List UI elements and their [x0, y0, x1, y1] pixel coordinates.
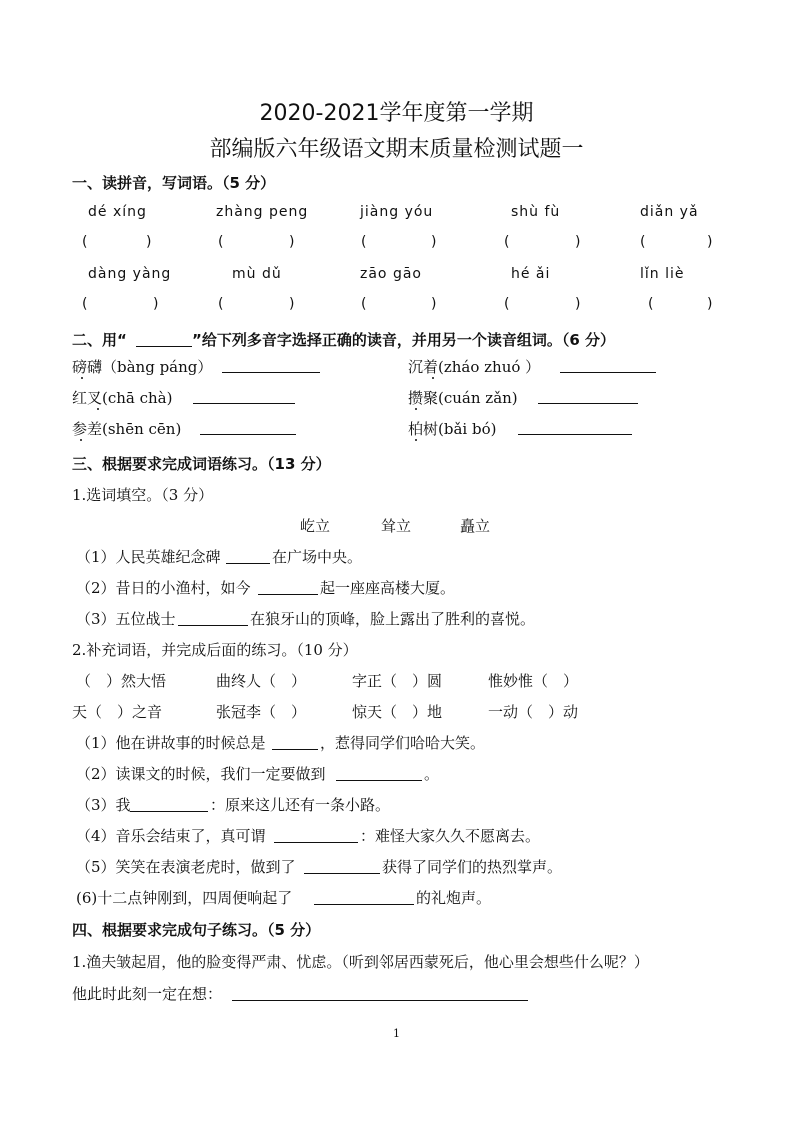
- usage-sentence-3b: ：原来这儿还有一条小路。: [210, 796, 391, 814]
- answer-box-10-close: ): [707, 296, 713, 312]
- polyphone-item-4: 攒聚(cuán zǎn): [408, 389, 518, 407]
- answer-line-6: [518, 434, 632, 435]
- usage-blank-2: [336, 780, 422, 781]
- emphasis-dot: [432, 377, 434, 379]
- usage-blank-6: [314, 904, 414, 905]
- usage-sentence-2b: 。: [424, 765, 440, 783]
- usage-sentence-1a: （1）他在讲故事的时候总是: [76, 734, 266, 752]
- emphasis-dot: [81, 377, 83, 379]
- usage-sentence-4b: ：难怪大家久久不愿离去。: [360, 827, 541, 845]
- answer-line-1: [222, 372, 320, 373]
- exam-title-line2: 部编版六年级语文期末质量检测试题一: [209, 137, 584, 162]
- answer-box-4-close: ): [575, 234, 581, 250]
- fill-sentence-2b: 起一座座高楼大厦。: [320, 579, 456, 597]
- page-number: 1: [393, 1027, 400, 1040]
- answer-box-7-open: (: [218, 296, 224, 312]
- polyphone-item-2: 沉着(zháo zhuó ）: [408, 358, 541, 376]
- polyphone-item-5: 参差(shēn cēn): [72, 420, 182, 438]
- section2-title-a: 二、用“: [72, 331, 127, 349]
- idiom-7: 惊天（ ）地: [352, 703, 443, 721]
- usage-sentence-5a: （5）笑笑在表演老虎时，做到了: [76, 858, 296, 876]
- polyphone-item-1: 磅礴（bàng páng）: [72, 358, 213, 376]
- pinyin-10: lǐn liè: [640, 266, 685, 282]
- answer-line-2: [560, 372, 656, 373]
- emphasis-dot: [80, 439, 82, 441]
- idiom-8: 一动（ ）动: [488, 703, 579, 721]
- fill-sentence-1a: （1）人民英雄纪念碑: [76, 548, 221, 566]
- answer-box-6-open: (: [82, 296, 88, 312]
- emphasis-dot: [97, 408, 99, 410]
- pinyin-1: dé xíng: [88, 204, 147, 220]
- answer-box-3-open: (: [361, 234, 367, 250]
- polyphone-item-3: 红叉(chā chà): [72, 389, 173, 407]
- answer-box-8-open: (: [361, 296, 367, 312]
- pinyin-4: shù fù: [511, 204, 561, 220]
- usage-blank-4: [274, 842, 358, 843]
- fill-blank-1: [226, 563, 270, 564]
- idiom-5: 天（ ）之音: [72, 703, 163, 721]
- answer-box-9-close: ): [575, 296, 581, 312]
- idiom-6: 张冠李（ ）: [216, 703, 307, 721]
- idiom-3: 字正（ ）圆: [352, 672, 443, 690]
- emphasis-dot: [415, 439, 417, 441]
- answer-line-5: [200, 434, 296, 435]
- pinyin-3: jiàng yóu: [360, 204, 434, 220]
- fill-blank-3: [178, 625, 248, 626]
- answer-box-1-open: (: [82, 234, 88, 250]
- pinyin-9: hé ǎi: [511, 266, 551, 282]
- usage-blank-1: [272, 749, 318, 750]
- answer-box-2-open: (: [218, 234, 224, 250]
- emphasis-dot: [415, 408, 417, 410]
- fill-blank-2: [258, 594, 318, 595]
- usage-sentence-6b: 的礼炮声。: [416, 889, 492, 907]
- word-choice-1: 屹立: [300, 517, 331, 535]
- fill-sentence-3a: （3）五位战士: [76, 610, 176, 628]
- usage-sentence-6a: (6)十二点钟刚到，四周便响起了: [76, 889, 293, 907]
- answer-box-10-open: (: [648, 296, 654, 312]
- section3-title: 三、根据要求完成词语练习。（13 分）: [72, 455, 331, 473]
- answer-box-9-open: (: [504, 296, 510, 312]
- fill-sentence-1b: 在广场中央。: [272, 548, 363, 566]
- usage-sentence-5b: 获得了同学们的热烈掌声。: [382, 858, 563, 876]
- usage-blank-3: [130, 811, 208, 812]
- q2-title: 2.补充词语，并完成后面的练习。（10 分）: [72, 641, 358, 659]
- usage-sentence-3a: （3）我: [76, 796, 131, 814]
- answer-box-6-close: ): [153, 296, 159, 312]
- section4-q1-prompt: 他此时此刻一定在想：: [72, 985, 223, 1003]
- section4-q1: 1.渔夫皱起眉，他的脸变得严肃、忧虑。（听到邻居西蒙死后，他心里会想些什么呢？）: [72, 953, 649, 971]
- answer-box-7-close: ): [289, 296, 295, 312]
- pinyin-5: diǎn yǎ: [640, 204, 699, 220]
- answer-box-5-open: (: [640, 234, 646, 250]
- title-blank-line: [136, 346, 192, 347]
- answer-line-4: [538, 403, 638, 404]
- pinyin-7: mù dǔ: [232, 266, 282, 282]
- answer-box-5-close: ): [707, 234, 713, 250]
- q1-title: 1.选词填空。（3 分）: [72, 486, 214, 504]
- pinyin-8: zāo gāo: [360, 266, 422, 282]
- idiom-1: （ ）然大悟: [76, 672, 167, 690]
- section4-answer-line: [232, 1000, 528, 1001]
- section4-title: 四、根据要求完成句子练习。（5 分）: [72, 921, 321, 939]
- fill-sentence-2a: （2）昔日的小渔村，如今: [76, 579, 251, 597]
- exam-title-line1: 2020-2021学年度第一学期: [259, 101, 534, 126]
- usage-blank-5: [304, 873, 380, 874]
- section2-title-b: ”给下列多音字选择正确的读音，并用另一个读音组词。（6 分）: [192, 331, 616, 349]
- answer-box-3-close: ): [431, 234, 437, 250]
- pinyin-2: zhàng peng: [216, 204, 309, 220]
- answer-box-4-open: (: [504, 234, 510, 250]
- section1-title: 一、读拼音，写词语。（5 分）: [72, 174, 276, 192]
- usage-sentence-1b: ，惹得同学们哈哈大笑。: [320, 734, 486, 752]
- answer-box-1-close: ): [146, 234, 152, 250]
- usage-sentence-4a: （4）音乐会结束了，真可谓: [76, 827, 266, 845]
- answer-box-2-close: ): [289, 234, 295, 250]
- answer-box-8-close: ): [431, 296, 437, 312]
- fill-sentence-3b: 在狼牙山的顶峰，脸上露出了胜利的喜悦。: [250, 610, 536, 628]
- word-choice-2: 耸立: [381, 517, 412, 535]
- polyphone-item-6: 柏树(bǎi bó): [408, 420, 497, 438]
- idiom-2: 曲终人（ ）: [216, 672, 307, 690]
- usage-sentence-2a: （2）读课文的时候，我们一定要做到: [76, 765, 326, 783]
- word-choice-3: 矗立: [460, 517, 491, 535]
- idiom-4: 惟妙惟（ ）: [488, 672, 579, 690]
- pinyin-6: dàng yàng: [88, 266, 172, 282]
- answer-line-3: [193, 403, 295, 404]
